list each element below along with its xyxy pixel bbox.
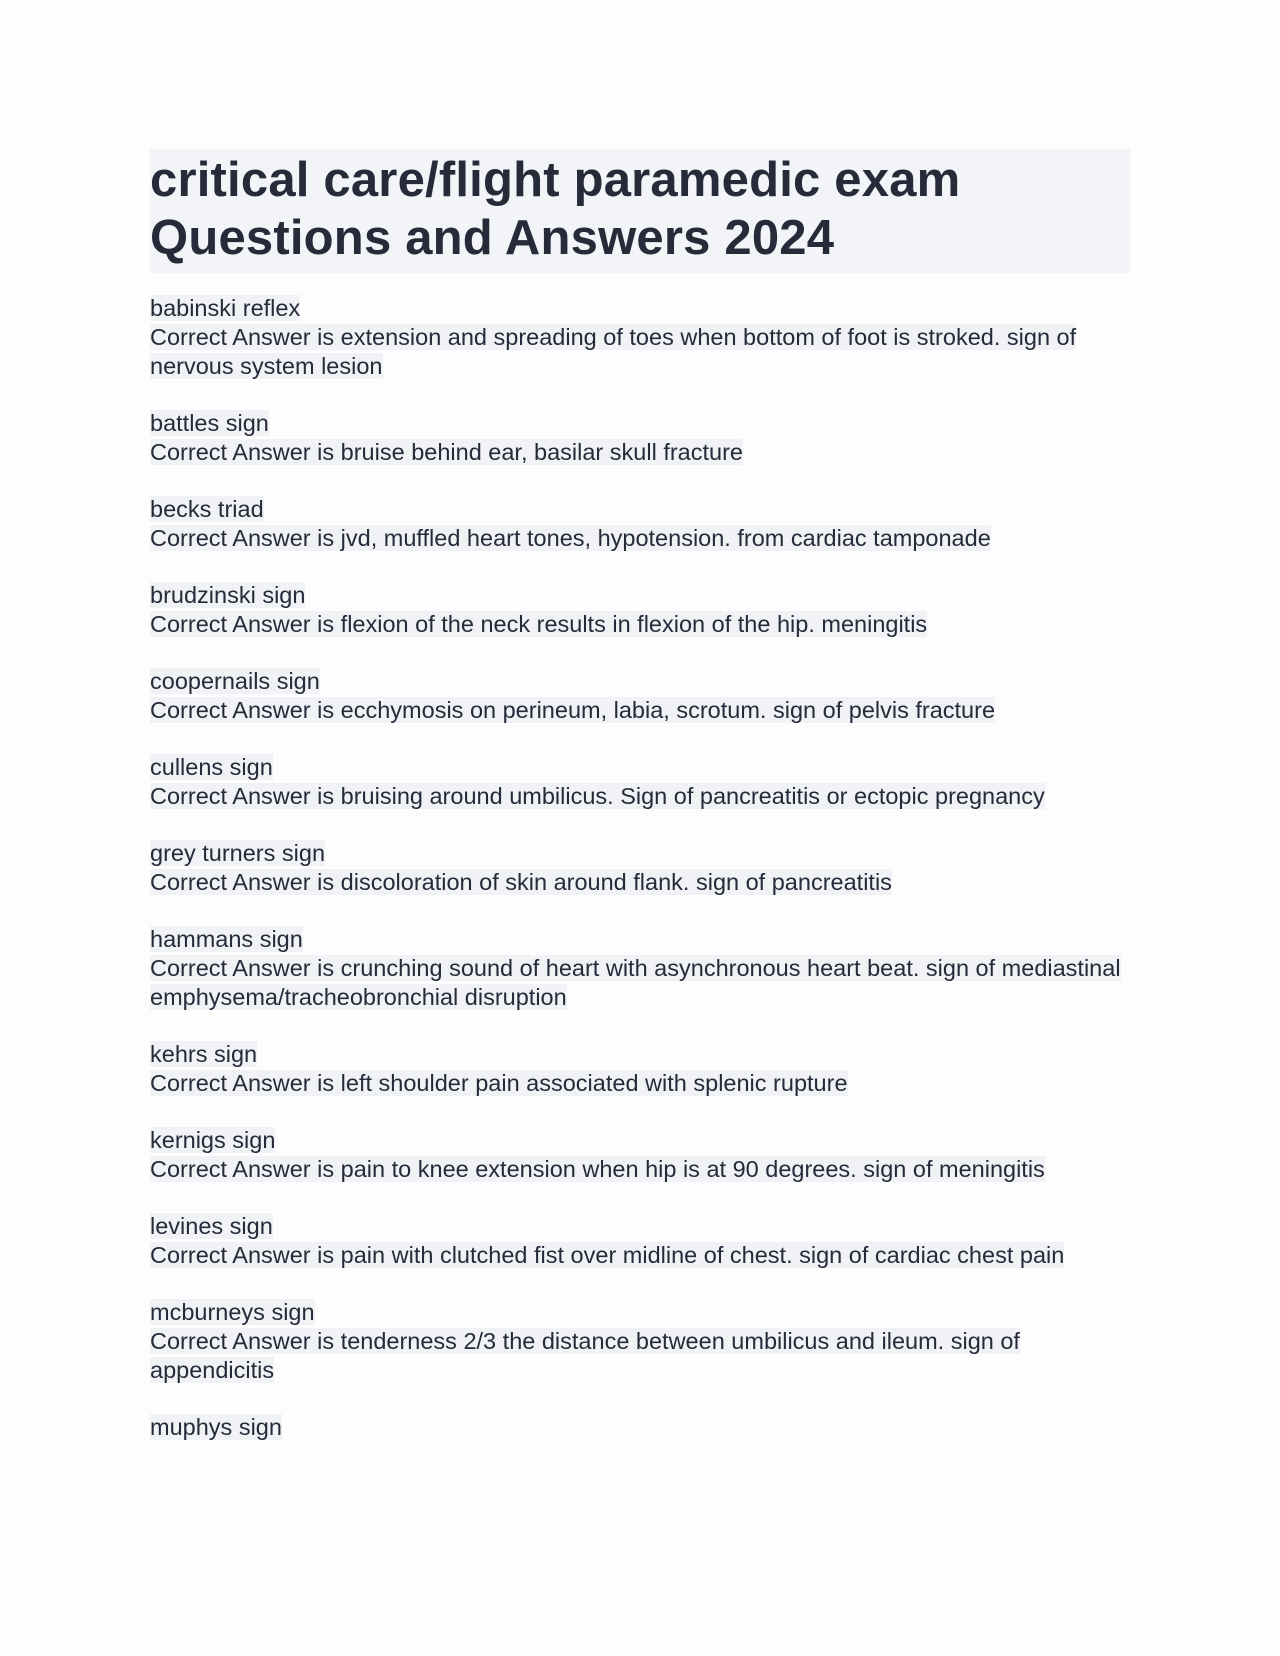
qa-item-muphys-sign (150, 1413, 1130, 1442)
qa-answer: Correct Answer is crunching sound of heart with asynchronous heart beat. sign of mediastinal emphysema/tracheobronchial disruption (150, 955, 1121, 1010)
qa-term: hammans sign (150, 926, 303, 952)
qa-item-babinski-reflex (150, 294, 1130, 381)
qa-answer: Correct Answer is discoloration of skin around flank. sign of pancreatitis (150, 869, 892, 895)
qa-term: cullens sign (150, 754, 273, 780)
qa-term: grey turners sign (150, 840, 326, 866)
qa-item-coopernails-sign (150, 667, 1130, 725)
qa-term: becks triad (150, 496, 264, 522)
qa-answer: Correct Answer is left shoulder pain associated with splenic rupture (150, 1070, 848, 1096)
qa-item-becks-triad (150, 495, 1130, 553)
qa-term: babinski reflex (150, 295, 301, 321)
qa-term: kehrs sign (150, 1041, 258, 1067)
qa-answer: Correct Answer is pain with clutched fist over midline of chest. sign of cardiac chest pain (150, 1242, 1065, 1268)
qa-answer: Correct Answer is bruise behind ear, basilar skull fracture (150, 439, 743, 465)
qa-answer: Correct Answer is jvd, muffled heart tones, hypotension. from cardiac tamponade (150, 525, 991, 551)
qa-item-levines-sign (150, 1212, 1130, 1270)
qa-term: battles sign (150, 410, 269, 436)
qa-term: muphys sign (150, 1414, 282, 1440)
qa-answer: Correct Answer is flexion of the neck results in flexion of the hip. meningitis (150, 611, 928, 637)
qa-term: brudzinski sign (150, 582, 306, 608)
qa-list (150, 294, 1130, 1470)
qa-answer: Correct Answer is pain to knee extension when hip is at 90 degrees. sign of meningitis (150, 1156, 1045, 1182)
qa-answer: Correct Answer is tenderness 2/3 the distance between umbilicus and ileum. sign of appendicitis (150, 1328, 1020, 1383)
title-line-1: critical care/flight paramedic exam (150, 153, 961, 207)
qa-term: coopernails sign (150, 668, 320, 694)
document-title (150, 149, 1130, 273)
qa-item-cullens-sign (150, 753, 1130, 811)
qa-term: levines sign (150, 1213, 273, 1239)
qa-item-hammans-sign (150, 925, 1130, 1012)
qa-item-mcburneys-sign (150, 1298, 1130, 1385)
qa-term: mcburneys sign (150, 1299, 315, 1325)
qa-item-kehrs-sign (150, 1040, 1130, 1098)
qa-item-grey-turners-sign (150, 839, 1130, 897)
qa-item-kernigs-sign (150, 1126, 1130, 1184)
qa-item-battles-sign (150, 409, 1130, 467)
qa-item-brudzinski-sign (150, 581, 1130, 639)
qa-answer: Correct Answer is bruising around umbilicus. Sign of pancreatitis or ectopic pregnancy (150, 783, 1045, 809)
qa-answer: Correct Answer is ecchymosis on perineum, labia, scrotum. sign of pelvis fracture (150, 697, 996, 723)
qa-term: kernigs sign (150, 1127, 276, 1153)
qa-answer: Correct Answer is extension and spreading of toes when bottom of foot is stroked. sign of nervous system lesion (150, 324, 1077, 379)
title-line-2: Questions and Answers 2024 (150, 211, 835, 265)
